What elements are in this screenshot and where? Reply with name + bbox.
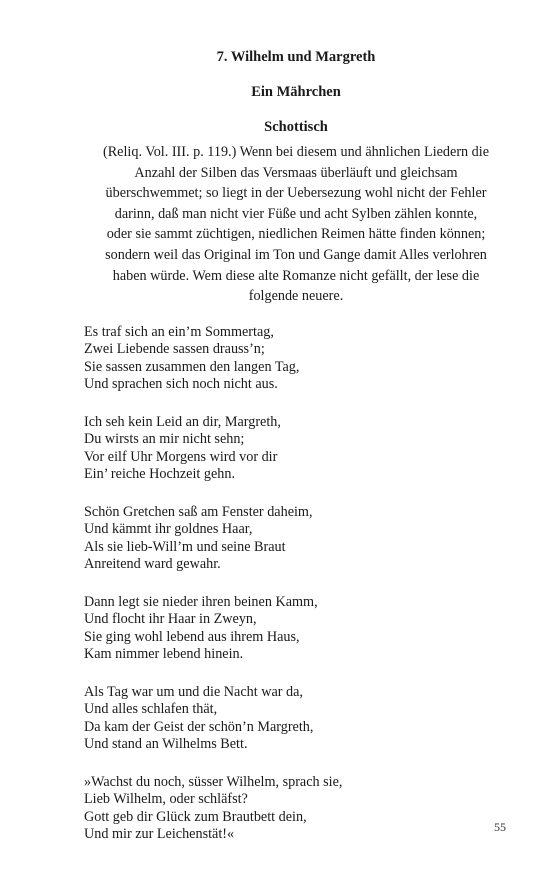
verse-line: Ich seh kein Leid an dir, Margreth, <box>84 413 281 430</box>
verse-line: Da kam der Geist der schön’n Margreth, <box>84 718 314 735</box>
verse-line: Dann legt sie nieder ihren beinen Kamm, <box>84 593 318 610</box>
verse-line: Und sprachen sich noch nicht aus. <box>84 376 278 393</box>
poem-origin: Schottisch <box>264 119 328 135</box>
verse-line: Kam nimmer lebend hinein. <box>84 646 244 663</box>
page-number: 55 <box>494 820 506 834</box>
intro-line: überschwemmet; so liegt in der Uebersezung wohl nicht der Fehler <box>105 185 487 202</box>
verse-line: Lieb Wilhelm, oder schläfst? <box>84 791 248 808</box>
intro-line: oder sie sammt züchtigen, niedlichen Reimen hätte finden können; <box>106 226 486 243</box>
stanza-1 <box>84 324 508 394</box>
poem-subtitle: Ein Mährchen <box>251 84 341 100</box>
intro-line: Anzahl der Silben das Versmaas überläuft und gleichsam <box>134 164 458 181</box>
verse-line: Und mir zur Leichenstät!« <box>84 826 235 843</box>
verse-line: Anreitend ward gewahr. <box>84 556 221 573</box>
verse-line: Sie sassen zusammen den langen Tag, <box>84 358 300 375</box>
intro-line: haben würde. Wem diese alte Romanze nicht gefällt, der lese die <box>112 267 480 284</box>
intro-paragraph <box>84 142 508 307</box>
poem-title: 7. Wilhelm und Margreth <box>216 49 376 65</box>
verse-line: Sie ging wohl lebend aus ihrem Haus, <box>84 628 300 645</box>
verse-line: Vor eilf Uhr Morgens wird vor dir <box>84 448 278 465</box>
verse-line: Und alles schlafen thät, <box>84 701 218 718</box>
verse-line: Und stand an Wilhelms Bett. <box>84 736 248 753</box>
intro-line: darinn, daß man nicht vier Füße und acht Sylben zählen konnte, <box>114 205 478 222</box>
verse-line: Du wirsts an mir nicht sehn; <box>84 431 245 448</box>
stanza-6 <box>84 774 508 844</box>
verse-line: Gott geb dir Glück zum Brautbett dein, <box>84 808 307 825</box>
verse-line: Ein’ reiche Hochzeit gehn. <box>84 466 235 483</box>
intro-line: folgende neuere. <box>248 288 344 305</box>
intro-line: (Reliq. Vol. III. p. 119.) Wenn bei diesem und ähnlichen Liedern die <box>102 144 490 160</box>
verse-line: »Wachst du noch, süsser Wilhelm, sprach sie, <box>84 773 343 790</box>
page-body <box>84 48 508 844</box>
verse-line: Schön Gretchen saß am Fenster daheim, <box>84 503 313 520</box>
stanza-4 <box>84 594 508 664</box>
stanza-3 <box>84 504 508 574</box>
stanza-2 <box>84 414 508 484</box>
verse-line: Zwei Liebende sassen drauss’n; <box>84 341 265 358</box>
verse-line: Und flocht ihr Haar in Zweyn, <box>84 611 257 628</box>
stanza-5 <box>84 684 508 754</box>
intro-line: sondern weil das Original im Ton und Gange damit Alles verlohren <box>105 246 487 263</box>
verse-line: Es traf sich an ein’m Sommertag, <box>84 323 274 340</box>
verse-line: Und kämmt ihr goldnes Haar, <box>84 521 253 538</box>
verse-line: Als Tag war um und die Nacht war da, <box>84 683 303 700</box>
verse-line: Als sie lieb-Will’m und seine Braut <box>84 538 286 555</box>
